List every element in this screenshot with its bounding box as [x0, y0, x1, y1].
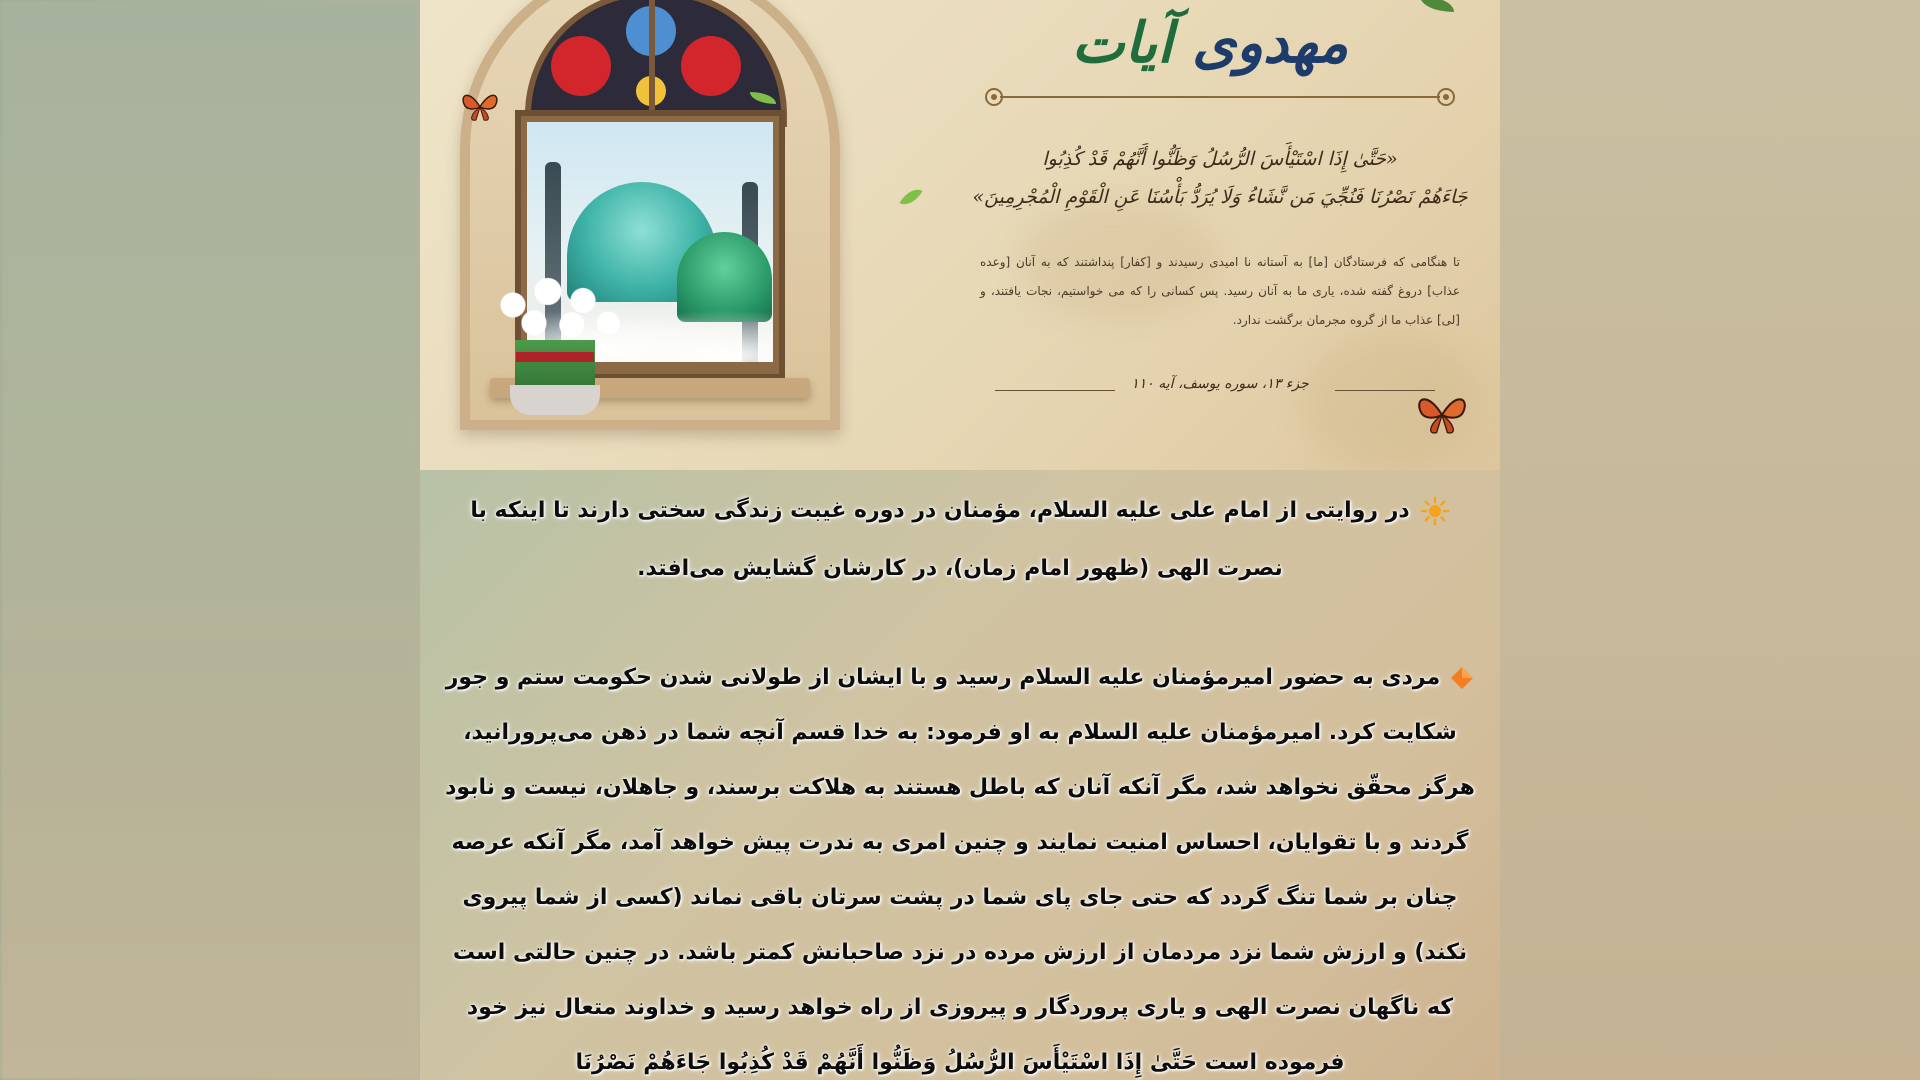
paragraph-2 — [438, 650, 1482, 1080]
content-column — [420, 0, 1500, 1080]
paragraph-1 — [438, 482, 1482, 598]
divider-line — [1335, 390, 1435, 391]
window-illustration — [450, 0, 860, 440]
vase-base — [510, 385, 600, 415]
butterfly-icon — [1415, 392, 1469, 438]
butterfly-icon — [460, 90, 500, 124]
verse-line-2: جَاءَهُمْ نَصْرُنَا فَنُجِّيَ مَن نَّشَاءُ وَلَا يُرَدُّ بَأْسُنَا عَنِ الْقَوْمِ الْمُجْرِمِينَ» — [972, 186, 1468, 208]
left-background — [0, 0, 420, 1080]
verse-line-1: «حَتَّىٰ إِذَا اسْتَيْأَسَ الرُّسُلُ وَظَنُّوا أَنَّهُمْ قَدْ كُذِبُوا — [1042, 148, 1398, 170]
vase-ribbon — [516, 352, 594, 362]
paragraph-2-text: مردی به حضور امیرمؤمنان علیه السلام رسید و با ایشان از طولانی شدن حکومت ستم و جور شکایت کرد. امیرمؤمنان علیه السلام به او فرمود: به خدا قسم آنچه شما در ذهن می‌پرورانید، هرگز محقّق نخواهد شد، مگر آنکه آنان که باطل هستند به هلاکت برسند، و جاهلان، نیست و نابود گردند و با تقوایان، احساس امنیت نمایند و چنین امری به ندرت پیش خواهد آمد، مگر آنکه عرصه چنان بر شما تنگ گردد که حتی جای پای شما در پشت سرتان باقی نماند (کسی از شما پیروی نکند) و ارزش شما نزد مردمان از ارزش مرده در نزد صاحبانش کمتر باشد. در چنین حالتی است که ناگهان نصرت الهی و یاری پروردگار و پیروزی از راه خواهد رسید و خداوند متعال نیز خود فرموده است حَتَّىٰ إِذَا اسْتَيْأَسَ الرُّسُلُ وَظَنُّوا أَنَّهُمْ قَدْ كُذِبُوا جَاءَهُمْ نَصْرُنَا — [445, 665, 1475, 1075]
right-background — [1500, 0, 1920, 1080]
quran-verse — [960, 140, 1480, 216]
title-accent: مهدوی — [1192, 10, 1349, 76]
leaf-icon — [899, 184, 922, 210]
sun-icon — [1420, 496, 1450, 526]
flower-bouquet — [485, 260, 625, 350]
ornament-divider — [980, 85, 1460, 109]
paragraph-1-text: در روایتی از امام علی علیه السلام، مؤمنان در دوره غیبت زندگی سختی دارند تا اینکه با نصرت الهی (ظهور امام زمان)، در کارشان گشایش می‌افتد. — [470, 498, 1410, 581]
verse-translation: تا هنگامی که فرستادگان [ما] به آستانه نا امیدی رسیدند و [کفار] پنداشتند که به آنان [وعده عذاب] دروغ گفته شده، یاری ما به آنان رسید. پس کسانی را که می خواستیم، نجات یافتند، و [لی] عذاب ما از گروه مجرمان برگشت ندارد. — [980, 255, 1460, 327]
orange-diamond-icon — [1450, 666, 1474, 690]
divider-line — [995, 390, 1115, 391]
caption-text-area — [420, 470, 1500, 1080]
poster-image — [420, 0, 1500, 470]
verse-reference: جزء ۱۳، سوره یوسف، آیه ۱۱۰ — [1131, 376, 1309, 392]
title-main: آیات — [1071, 10, 1173, 76]
